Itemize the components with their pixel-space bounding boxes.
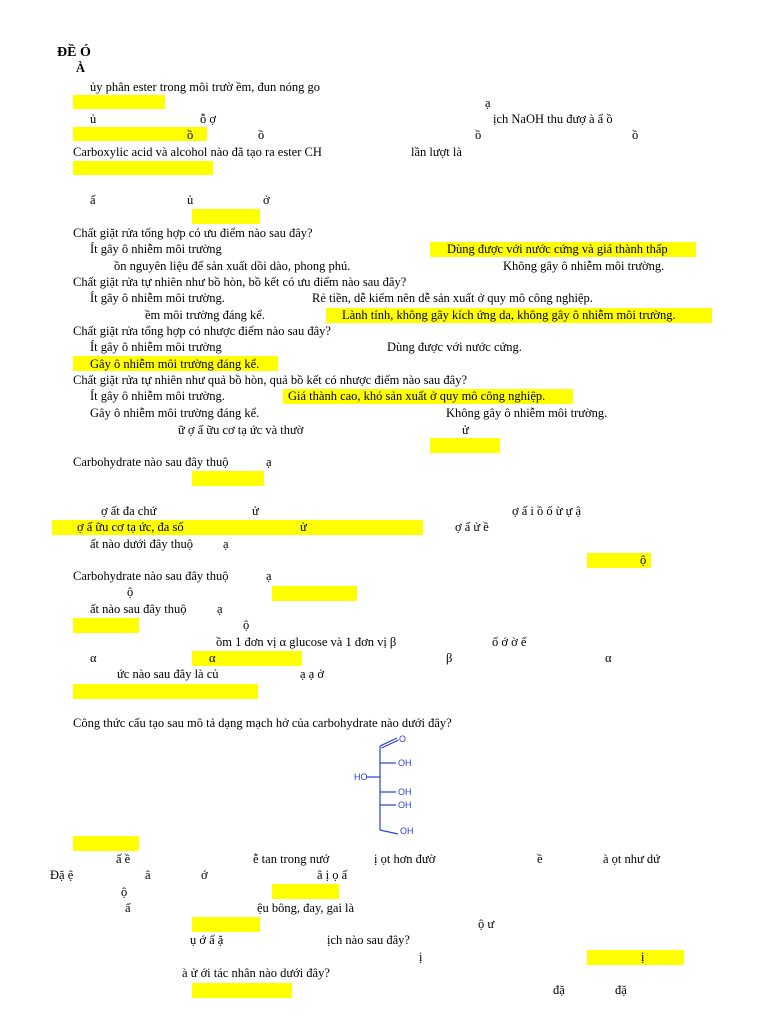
text-line: ộ: [127, 585, 134, 599]
text-line: ộ: [640, 553, 647, 567]
text-line: ị: [641, 950, 645, 964]
text-line: ỗ ợ: [200, 112, 216, 126]
question: ất nào dưới đây thuộ: [90, 537, 193, 551]
text-line: ồ: [632, 128, 639, 142]
answer-highlight: [430, 438, 500, 453]
text-line: ạ: [485, 96, 491, 110]
doc-subtitle: À: [76, 61, 86, 75]
answer-highlight: [587, 950, 684, 965]
text-line: ử: [300, 520, 307, 534]
question: ồm 1 đơn vị α glucose và 1 đơn vị β: [216, 635, 397, 649]
option: Ít gây ô nhiễm môi trường.: [90, 291, 225, 305]
option: Giá thành cao, khó sản xuất ở quy mô công nghiệp.: [288, 389, 546, 403]
option: ồn nguyên liệu để sản xuất dồi dào, phong phú.: [114, 259, 351, 273]
text-line: ộ: [243, 618, 250, 632]
text-line: ử: [252, 504, 259, 518]
text-line: ệu bông, đay, gai là: [257, 901, 355, 915]
hydroxyl-label: OH: [400, 826, 414, 836]
option: Ít gây ô nhiễm môi trường: [90, 242, 222, 256]
question: Chất giặt rửa tự nhiên như bồ hòn, bồ kết có ưu điểm nào sau đây?: [73, 275, 407, 289]
option: Gây ô nhiễm môi trường đáng kể.: [90, 406, 260, 420]
text-line: ữ ợ ấ ữu cơ tạ ức và thườ: [178, 423, 304, 437]
text-line: ủ: [187, 193, 194, 207]
question: Carbohydrate nào sau đây thuộ: [73, 455, 229, 469]
text-line: ề: [537, 852, 543, 866]
text-line: đặ: [553, 983, 565, 997]
text-line: ủ: [90, 112, 97, 126]
text-line: đặ: [615, 983, 627, 997]
text-line: ộ: [121, 885, 128, 899]
text-line: ủy phân ester trong môi trườ ềm, đun nóng go: [90, 80, 321, 94]
text-line: ồ: [258, 128, 265, 142]
text-line: Carboxylic acid và alcohol nào đã tạo ra ester CH: [73, 145, 322, 159]
option: Lành tính, không gây kích ứng da, không gây ô nhiễm môi trường.: [342, 308, 676, 322]
hydroxyl-label: HO: [354, 772, 368, 782]
question: Công thức cấu tạo sau mô tả dạng mạch hở của carbohydrate nào dưới đây?: [73, 716, 452, 730]
text-line: ử: [462, 423, 469, 437]
answer-highlight: [73, 618, 139, 633]
text-line: ị: [419, 950, 423, 964]
text-line: ớ: [201, 868, 208, 882]
text-line: ợ ất đa chứ: [101, 504, 157, 518]
text-line: â: [145, 868, 151, 882]
text-line: lần lượt là: [411, 145, 462, 159]
text-line: Đặ ệ: [50, 868, 74, 882]
question: Chất giặt rửa tổng hợp có ưu điểm nào sau đây?: [73, 226, 313, 240]
question: Carbohydrate nào sau đây thuộ: [73, 569, 229, 583]
option: Gây ô nhiễm môi trường đáng kể.: [90, 357, 260, 371]
option: Ít gây ô nhiễm môi trường: [90, 340, 222, 354]
answer-highlight: [192, 917, 260, 932]
text-line: ợ ấ i ồ ố ừ ự ậ: [512, 504, 582, 518]
question: Chất giặt rửa tổng hợp có nhược điểm nào sau đây?: [73, 324, 331, 338]
text-line: ịch nào sau đây?: [327, 933, 410, 947]
text-line: β: [446, 651, 453, 665]
option: Không gây ô nhiễm môi trường.: [446, 406, 608, 420]
text-line: α: [90, 651, 97, 665]
doc-title: ĐỀ Ó: [57, 45, 91, 60]
text-line: ộ ư: [478, 917, 495, 931]
answer-highlight: [272, 586, 357, 601]
answer-highlight: [73, 161, 213, 175]
text-line: α: [209, 651, 216, 665]
question: ức nào sau đây là củ: [117, 667, 219, 681]
text-line: ạ: [223, 537, 229, 551]
text-line: ị ọt hơn đườ: [374, 852, 436, 866]
text-line: ạ: [217, 602, 223, 616]
text-line: ụ ớ ấ ặ: [190, 933, 224, 947]
text-line: ở: [263, 193, 270, 207]
option: Không gây ô nhiễm môi trường.: [503, 259, 665, 273]
answer-highlight: [272, 884, 339, 899]
option: Dùng được với nước cứng.: [387, 340, 522, 354]
text-line: à ọt như dứ: [603, 852, 660, 866]
hydroxyl-label: OH: [398, 787, 412, 797]
text-line: α: [605, 651, 612, 665]
answer-highlight: [192, 471, 264, 486]
text-line: â ị ọ ấ: [317, 868, 348, 882]
text-line: ợ ấ ữu cơ tạ ức, đa số: [77, 520, 184, 534]
text-line: ồ: [187, 128, 194, 142]
aldehyde-oxygen-label: O: [399, 734, 407, 744]
answer-highlight: [73, 95, 165, 109]
text-line: ấ: [125, 901, 131, 915]
text-line: ạ: [266, 569, 272, 583]
answer-highlight: [192, 209, 260, 224]
text-line: ạ ạ ở: [300, 667, 324, 681]
text-line: à ử ới tác nhân nào dưới đây?: [182, 966, 330, 980]
text-line: ịch NaOH thu đượ à ẩ ồ: [493, 112, 613, 126]
text-line: ợ ấ ử ề: [455, 520, 489, 534]
text-line: ấ: [90, 193, 96, 207]
text-line: ễ tan trong nướ: [253, 852, 330, 866]
answer-highlight: [73, 684, 258, 699]
question: ất nào sau đây thuộ: [90, 602, 187, 616]
option: Dùng được với nước cứng và giá thành thấp: [447, 242, 668, 256]
text-line: ố ớ ờ ế: [492, 635, 527, 649]
option: Ít gây ô nhiễm môi trường.: [90, 389, 225, 403]
text-line: ồ: [475, 128, 482, 142]
question: Chất giặt rửa tự nhiên như quả bồ hòn, quả bồ kết có nhược điểm nào sau đây?: [73, 373, 468, 387]
hydroxyl-label: OH: [398, 800, 412, 810]
hydroxyl-label: OH: [398, 758, 412, 768]
text-line: ạ: [266, 455, 272, 469]
answer-highlight: [192, 983, 292, 998]
answer-highlight: [73, 836, 139, 851]
text-line: ấ ề: [116, 852, 131, 866]
option: Rẻ tiền, dễ kiếm nên dễ sản xuất ở quy mô công nghiệp.: [312, 291, 593, 305]
option: ềm môi trường đáng kể.: [145, 308, 265, 322]
open-chain-structure: [352, 732, 424, 836]
